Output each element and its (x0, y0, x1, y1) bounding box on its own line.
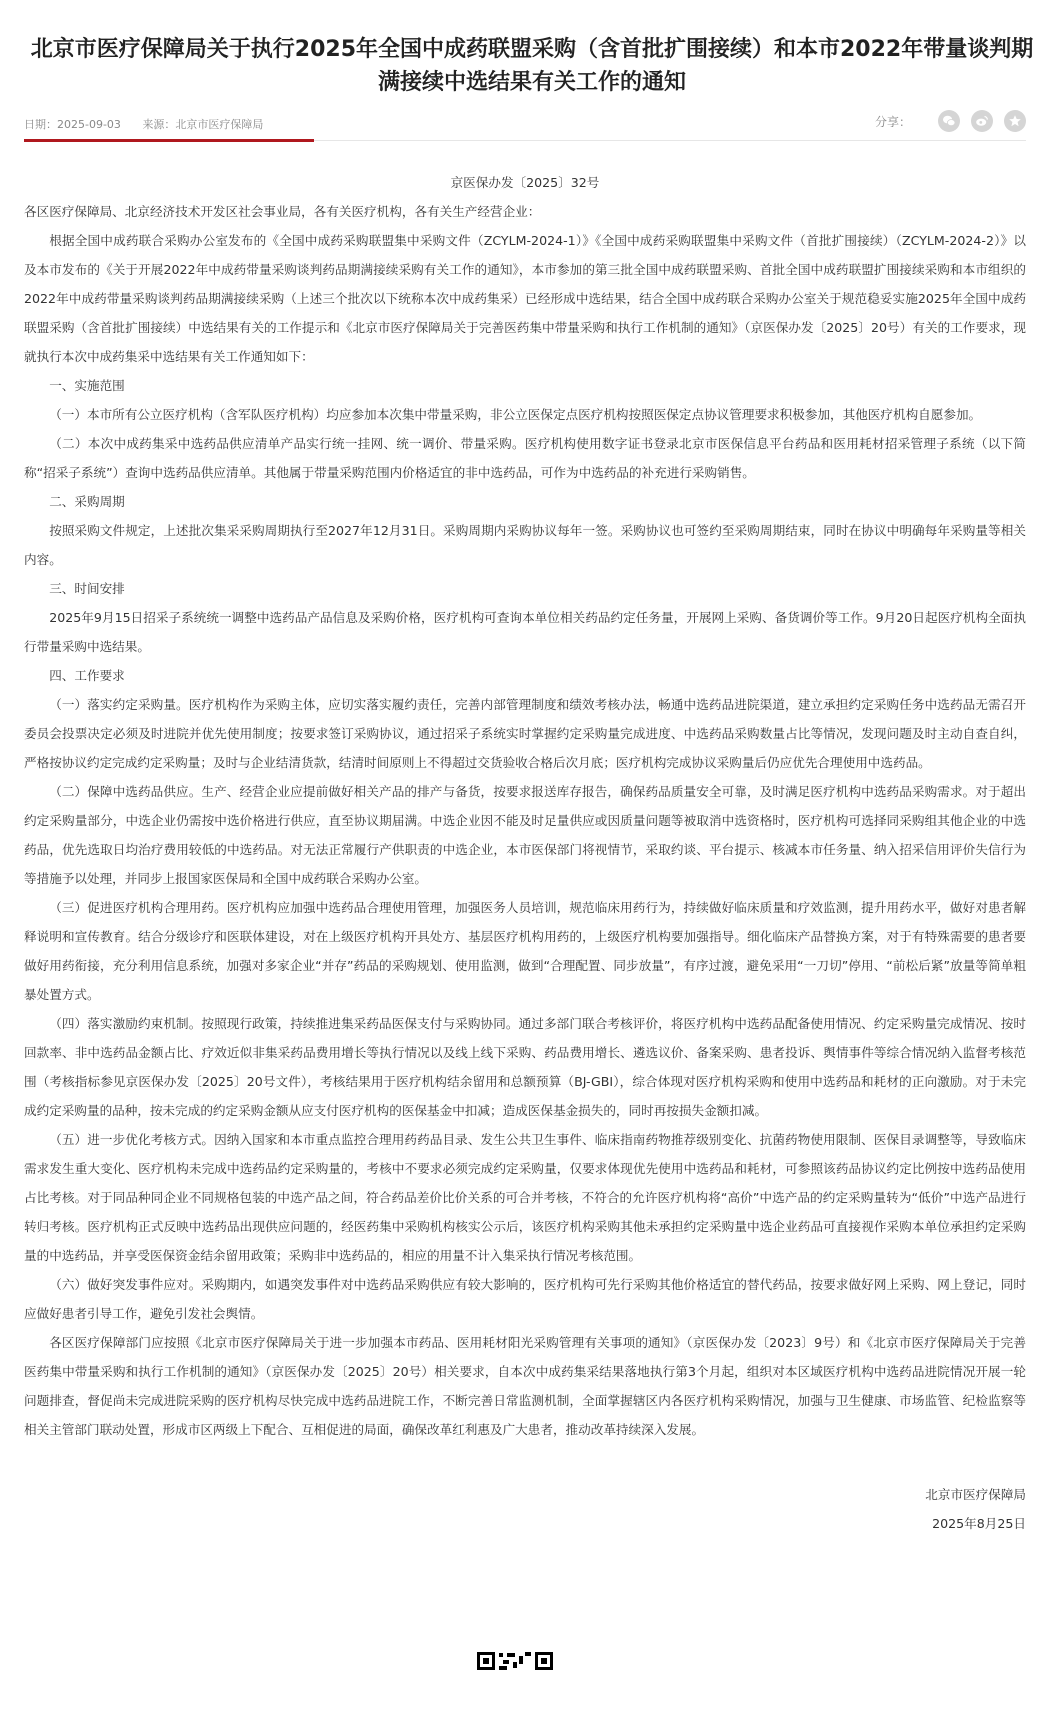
paragraph-requirements-4: （四）落实激励约束机制。按照现行政策，持续推进集采药品医保支付与采购协同。通过多部门联合考核评价，将医疗机构中选药品配备使用情况、约定采购量完成情况、按时回款率、非中选药品金额占比、疗效近似非集采药品费用增长等执行情况以及线上线下采购、药品费用增长、遴选议价、备案采购、患者投诉、舆情事件等综合情况纳入监督考核范围（考核指标参见京医保办发〔2025〕20号文件），考核结果用于医疗机构结余留用和总额预算（BJ-GBI），综合体现对医疗机构采购和使用中选药品和耗材的正向激励。对于未完成约定采购量的品种，按未完成的约定采购金额从应支付医疗机构的医保基金中扣减；造成医保基金损失的，同时再按损失金额扣减。 (24, 1016, 1026, 1118)
document-number: 京医保办发〔2025〕32号 (450, 175, 600, 190)
article-body (24, 168, 1026, 1538)
article-meta-bar (24, 106, 1026, 141)
paragraph-period-1: 按照采购文件规定，上述批次集采采购周期执行至2027年12月31日。采购周期内采购协议每年一签。采购协议也可签约至采购周期结束，同时在协议中明确每年采购量等相关内容。 (24, 523, 1026, 567)
qr-code-icon (475, 1650, 555, 1730)
article-meta-info (24, 116, 281, 132)
signature-spacer (24, 1444, 1026, 1480)
signature-organization: 北京市医疗保障局 (925, 1487, 1026, 1502)
paragraph-requirements-6: （六）做好突发事件应对。采购期内，如遇突发事件对中选药品采购供应有较大影响的，医疗机构可先行采购其他价格适宜的替代药品，按要求做好网上采购、网上登记，同时应做好患者引导工作，避免引发社会舆情。 (24, 1277, 1026, 1321)
section-heading-period: 二、采购周期 (49, 494, 125, 509)
weibo-icon[interactable] (971, 110, 993, 132)
signature-date: 2025年8月25日 (932, 1516, 1026, 1531)
wechat-icon[interactable] (938, 110, 960, 132)
paragraph-schedule-1: 2025年9月15日招采子系统统一调整中选药品产品信息及采购价格，医疗机构可查询本单位相关药品约定任务量，开展网上采购、备货调价等工作。9月20日起医疗机构全面执行带量采购中选结果。 (24, 610, 1026, 654)
intro-paragraph: 根据全国中成药联合采购办公室发布的《全国中成药采购联盟集中采购文件（ZCYLM-2024-1）》《全国中成药采购联盟集中采购文件（首批扩围接续）（ZCYLM-2024-2）》以及本市发布的《关于开展2022年中成药带量采购谈判药品期满接续采购有关工作的通知》，本市参加的第三批全国中成药联盟采购、首批全国中成药联盟扩围接续采购和本市组织的2022年中成药带量采购谈判药品期满接续采购（上述三个批次以下统称本次中成药集采）已经形成中选结果，结合全国中成药联合采购办公室关于规范稳妥实施2025年全国中成药联盟采购（含首批扩围接续）中选结果有关的工作提示和《北京市医疗保障局关于完善医药集中带量采购和执行工作机制的通知》（京医保办发〔2025〕20号）有关的工作要求，现就执行本次中成药集采中选结果有关工作通知如下： (24, 233, 1026, 364)
section-heading-scope: 一、实施范围 (49, 378, 125, 393)
share-bar (875, 110, 1026, 132)
section-heading-schedule: 三、时间安排 (49, 581, 125, 596)
paragraph-scope-1: （一）本市所有公立医疗机构（含军队医疗机构）均应参加本次集中带量采购，非公立医保定点医疗机构按照医保定点协议管理要求积极参加，其他医疗机构自愿参加。 (49, 407, 982, 422)
closing-paragraph: 各区医疗保障部门应按照《北京市医疗保障局关于进一步加强本市药品、医用耗材阳光采购管理有关事项的通知》（京医保办发〔2023〕9号）和《北京市医疗保障局关于完善医药集中带量采购和执行工作机制的通知》（京医保办发〔2025〕20号）相关要求，自本次中成药集采结果落地执行第3个月起，组织对本区域医疗机构中选药品进院情况开展一轮问题排查，督促尚未完成进院采购的医疗机构尽快完成中选药品进院工作，不断完善日常监测机制，全面掌握辖区内各医疗机构采购情况，加强与卫生健康、市场监管、纪检监察等相关主管部门联动处置，形成市区两级上下配合、互相促进的局面，确保改革红利惠及广大患者，推动改革持续深入发展。 (24, 1335, 1026, 1437)
paragraph-scope-2: （二）本次中成药集采中选药品供应清单产品实行统一挂网、统一调价、带量采购。医疗机构使用数字证书登录北京市医保信息平台药品和医用耗材招采管理子系统（以下简称“招采子系统”）查询中选药品供应清单。其他属于带量采购范围内价格适宜的非中选药品，可作为中选药品的补充进行采购销售。 (24, 436, 1026, 480)
paragraph-requirements-2: （二）保障中选药品供应。生产、经营企业应提前做好相关产品的排产与备货，按要求报送库存报告，确保药品质量安全可靠，及时满足医疗机构中选药品采购需求。对于超出约定采购量部分，中选企业仍需按中选价格进行供应，直至协议期届满。中选企业因不能及时足量供应或因质量问题等被取消中选资格时，医疗机构可选择同采购组其他企业的中选药品，优先选取日均治疗费用较低的中选药品。对无法正常履行产供职责的中选企业，本市医保部门将视情节，采取约谈、平台提示、核减本市任务量、纳入招采信用评价失信行为等措施予以处理，并同步上报国家医保局和全国中成药联合采购办公室。 (24, 784, 1026, 886)
publish-date: 日期：2025-09-03 (24, 118, 121, 131)
addressee: 各区医疗保障局、北京经济技术开发区社会事业局，各有关医疗机构，各有关生产经营企业： (24, 204, 541, 219)
section-heading-requirements: 四、工作要求 (49, 668, 125, 683)
paragraph-requirements-1: （一）落实约定采购量。医疗机构作为采购主体，应切实落实履约责任，完善内部管理制度和绩效考核办法，畅通中选药品进院渠道，建立承担约定采购任务中选药品无需召开委员会投票决定必须及时进院并优先使用制度；按要求签订采购协议，通过招采子系统实时掌握约定采购量完成进度、中选药品采购数量占比等情况，发现问题及时主动自查自纠，严格按协议约定完成约定采购量；及时与企业结清货款，结清时间原则上不得超过交货验收合格后次月底；医疗机构完成协议采购量后仍应优先合理使用中选药品。 (24, 697, 1026, 770)
article-title: 北京市医疗保障局关于执行2025年全国中成药联盟采购（含首批扩围接续）和本市2022年带量谈判期满接续中选结果有关工作的通知 (30, 36, 1034, 95)
share-label: 分享： (874, 114, 911, 129)
meta-accent-line (24, 139, 314, 142)
article-source: 来源：北京市医疗保障局 (142, 118, 264, 131)
paragraph-requirements-5: （五）进一步优化考核方式。因纳入国家和本市重点监控合理用药药品目录、发生公共卫生事件、临床指南药物推荐级别变化、抗菌药物使用限制、医保目录调整等，导致临床需求发生重大变化、医疗机构未完成中选药品约定采购量的，考核中不要求必须完成约定采购量，仅要求体现优先使用中选药品和耗材，可参照该药品协议约定比例按中选药品使用占比考核。对于同品种同企业不同规格包装的中选产品之间，符合药品差价比价关系的可合并考核，不符合的允许医疗机构将“高价”中选产品的约定采购量转为“低价”中选产品进行转归考核。医疗机构正式反映中选药品出现供应问题的，经医药集中采购机构核实公示后，该医疗机构采购其他未承担约定采购量中选企业药品可直接视作采购本单位承担约定采购量的中选药品，并享受医保资金结余留用政策；采购非中选药品的，相应的用量不计入集采执行情况考核范围。 (24, 1132, 1026, 1263)
favorite-icon[interactable] (1004, 110, 1026, 132)
paragraph-requirements-3: （三）促进医疗机构合理用药。医疗机构应加强中选药品合理使用管理，加强医务人员培训，规范临床用药行为，持续做好临床质量和疗效监测，提升用药水平，做好对患者解释说明和宣传教育。结合分级诊疗和医联体建设，对在上级医疗机构开具处方、基层医疗机构用药的，上级医疗机构要加强指导。细化临床产品替换方案，对于有特殊需要的患者要做好用药衔接，充分利用信息系统，加强对多家企业“并存”药品的采购规划、使用监测，做到“合理配置、同步放量”，有序过渡，避免采用“一刀切”停用、“前松后紧”放量等简单粗暴处置方式。 (24, 900, 1026, 1002)
